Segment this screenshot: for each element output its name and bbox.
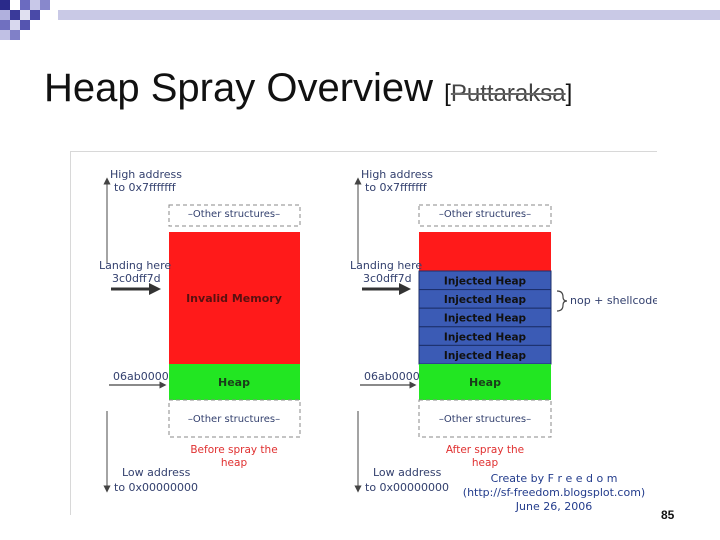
injected-heap-stack [419,271,551,364]
right-caption-line1: After spray the [445,444,525,456]
shellcode-brace [557,291,567,311]
right-high-address: High address [361,168,433,181]
credit-url: (http://sf-freedom.blogsplot.com) [462,486,646,499]
right-low-address-value: to 0x00000000 [365,481,450,494]
left-other-top: –Other structures– [187,209,281,220]
right-red-block [419,232,551,271]
right-low-address: Low address [373,466,442,479]
slide-title [44,66,572,111]
left-landing-label: Landing here [99,259,172,272]
citation: [Puttaraksa] [444,80,573,107]
left-high-address-value: to 0x7fffffff [114,181,176,194]
heap-spray-diagram [70,151,657,515]
left-caption-line1: Before spray the [190,444,278,456]
page-number: 85 [661,508,675,522]
right-other-top: –Other structures– [438,209,532,220]
right-heap-address: 06ab0000 [364,370,420,383]
credit-author: Create by F r e e d o m [490,472,618,485]
left-low-address: Low address [122,466,191,479]
credit-block [463,472,645,513]
right-landing-address: 3c0dff7d [363,272,412,285]
title-text: Heap Spray Overview [44,66,434,110]
right-landing-label: Landing here [350,259,423,272]
left-heap-address: 06ab0000 [113,370,169,383]
right-heap-label: Heap [469,376,501,389]
left-caption-line2: heap [220,457,248,469]
injected-label: Injected Heap [443,331,527,344]
injected-label: Injected Heap [443,275,527,288]
brace-label: nop + shellcode [570,294,657,307]
left-invalid-label: Invalid Memory [186,292,282,305]
left-heap-label: Heap [218,376,250,389]
slide-decoration [0,0,720,40]
injected-label: Injected Heap [443,312,527,325]
left-low-address-value: to 0x00000000 [114,481,199,494]
left-memory-map [99,168,300,494]
right-caption-line2: heap [471,457,499,469]
right-high-address-value: to 0x7fffffff [365,181,427,194]
right-other-bottom: –Other structures– [438,414,532,425]
left-high-address: High address [110,168,182,181]
right-memory-map [350,168,657,494]
diagram-canvas [71,152,657,515]
injected-label: Injected Heap [443,294,527,307]
credit-date: June 26, 2006 [515,500,593,513]
injected-label: Injected Heap [443,349,527,362]
citation-link[interactable]: Puttaraksa [450,80,566,107]
left-other-bottom: –Other structures– [187,414,281,425]
left-landing-address: 3c0dff7d [112,272,161,285]
